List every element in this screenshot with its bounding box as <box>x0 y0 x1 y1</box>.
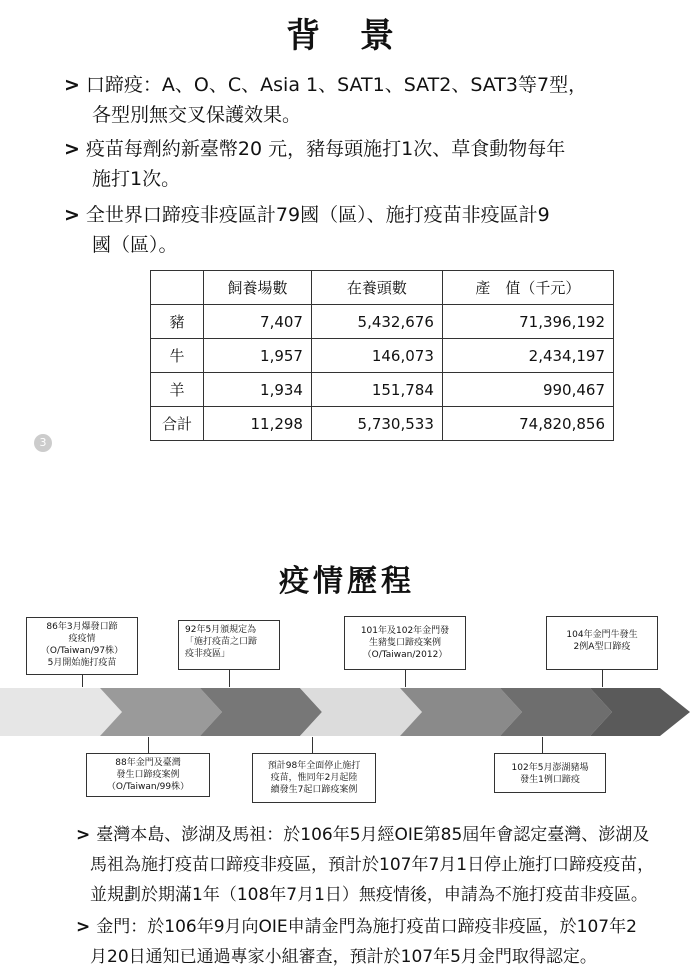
box-line: 生豬隻口蹄疫案例 <box>368 638 441 648</box>
bullet-world-status <box>64 200 664 260</box>
box-line: 92年5月頒規定為 <box>185 625 257 635</box>
livestock-table <box>150 270 614 441</box>
table-cell: 豬 <box>151 305 204 339</box>
timeline-arrow-band <box>0 686 694 738</box>
box-line: 發生1例口蹄疫 <box>520 775 580 785</box>
table-row <box>151 305 614 339</box>
connector-line <box>229 670 230 687</box>
paragraph-kinmen <box>76 912 686 972</box>
table-cell: 151,784 <box>311 373 442 407</box>
section-title-timeline: 疫情歷程 <box>279 564 415 599</box>
box-line: 疫非疫區」 <box>185 649 231 659</box>
table-header: 產 值（千元） <box>442 271 613 305</box>
paragraph-line: 金門：於106年9月向OIE申請金門為施打疫苗口蹄疫非疫區，於107年2 <box>96 917 637 937</box>
timeline-box-86 <box>26 617 138 675</box>
bullet-line: 口蹄疫：A、O、C、Asia 1、SAT1、SAT2、SAT3等7型， <box>85 74 588 96</box>
box-line: 101年及102年金門發 <box>360 626 450 636</box>
box-line: （O/Taiwan/99株） <box>106 782 190 792</box>
table-row <box>151 373 614 407</box>
box-line: 疫苗，惟同年2月起陸 <box>270 773 358 783</box>
box-line: 104年金門牛發生 <box>566 630 638 640</box>
bullet-line: 疫苗每劑約新臺幣20 元，豬每頭施打1次、草食動物每年 <box>85 138 566 160</box>
chevron-segment <box>0 688 122 736</box>
box-line: （O/Taiwan/2012） <box>362 650 448 660</box>
connector-line <box>312 737 313 753</box>
table-cell: 71,396,192 <box>442 305 613 339</box>
table-cell: 1,934 <box>204 373 312 407</box>
bullet-line: 各型別無交叉保護效果。 <box>92 104 302 126</box>
arrow-icon: > <box>64 74 80 96</box>
timeline-box-92 <box>178 620 280 670</box>
bullet-fmd-types <box>64 70 664 130</box>
table-cell: 1,957 <box>204 339 312 373</box>
table-header <box>151 271 204 305</box>
box-line: 2例A型口蹄疫 <box>573 642 631 652</box>
box-line: 88年金門及臺灣 <box>115 758 181 768</box>
table-cell: 羊 <box>151 373 204 407</box>
box-line: 疫疫情 <box>68 634 96 644</box>
section-title-background: 背 景 <box>286 16 408 56</box>
bullet-line: 施打1次。 <box>92 168 181 190</box>
paragraph-line: 並規劃於期滿1年（108年7月1日）無疫情後，申請為不施打疫苗非疫區。 <box>90 885 648 905</box>
box-line: （O/Taiwan/97株） <box>40 646 124 656</box>
connector-line <box>405 670 406 687</box>
table-cell: 74,820,856 <box>442 407 613 441</box>
table-cell: 合計 <box>151 407 204 441</box>
table-cell: 7,407 <box>204 305 312 339</box>
timeline-box-104 <box>546 616 658 670</box>
bullet-vaccine-cost <box>64 134 664 194</box>
table-row <box>151 407 614 441</box>
box-line: 86年3月爆發口蹄 <box>46 622 118 632</box>
paragraph-line: 馬祖為施打疫苗口蹄疫非疫區，預計於107年7月1日停止施打口蹄疫疫苗， <box>90 855 655 875</box>
paragraph-line: 臺灣本島、澎湖及馬祖：於106年5月經OIE第85屆年會認定臺灣、澎湖及 <box>96 825 650 845</box>
connector-line <box>542 737 543 753</box>
table-header: 在養頭數 <box>311 271 442 305</box>
timeline-box-98 <box>252 753 376 803</box>
arrow-icon: > <box>64 204 80 226</box>
box-line: 續發生7起口蹄疫案例 <box>270 785 358 795</box>
arrow-icon: > <box>76 825 91 845</box>
table-cell: 5,730,533 <box>311 407 442 441</box>
box-line: 發生口蹄疫案例 <box>116 770 180 780</box>
table-cell: 5,432,676 <box>311 305 442 339</box>
box-line: 預計98年全面停止施打 <box>267 761 361 771</box>
timeline-box-88 <box>86 753 210 797</box>
bullet-line: 國（區）。 <box>92 234 178 256</box>
connector-line <box>148 737 149 753</box>
table-cell: 146,073 <box>311 339 442 373</box>
box-line: 102年5月澎湖豬場 <box>511 763 589 773</box>
timeline-box-102 <box>494 753 606 793</box>
table-cell: 牛 <box>151 339 204 373</box>
table-cell: 990,467 <box>442 373 613 407</box>
table-cell: 11,298 <box>204 407 312 441</box>
connector-line <box>82 675 83 687</box>
table-header: 飼養場數 <box>204 271 312 305</box>
table-row <box>151 339 614 373</box>
arrow-icon: > <box>76 917 91 937</box>
box-line: 「施打疫苗之口蹄 <box>185 637 258 647</box>
box-line: 5月開始施打疫苗 <box>47 658 117 668</box>
paragraph-taiwan <box>76 820 686 910</box>
paragraph-line: 月20日通知已通過專家小組審查，預計於107年5月金門取得認定。 <box>90 947 597 967</box>
page-number-badge: 3 <box>34 434 52 452</box>
connector-line <box>602 670 603 687</box>
table-cell: 2,434,197 <box>442 339 613 373</box>
bullet-line: 全世界口蹄疫非疫區計79國（區）、施打疫苗非疫區計9 <box>85 204 550 226</box>
arrow-icon: > <box>64 138 80 160</box>
timeline-box-101 <box>344 616 466 670</box>
table-header-row <box>151 271 614 305</box>
